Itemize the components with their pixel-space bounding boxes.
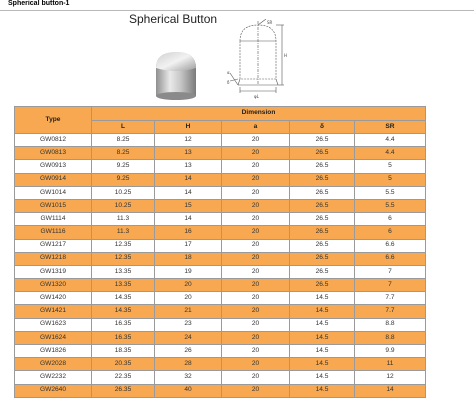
type-cell: GW1217 [15,239,92,252]
table-row [15,345,426,358]
l-cell: 22.35 [92,371,155,384]
h-cell: 12 [155,134,222,147]
table-row [15,134,426,147]
a-cell: 20 [222,371,290,384]
l-cell: 20.35 [92,358,155,371]
l-cell: 26.35 [92,384,155,397]
dimension-header: Dimension [92,107,426,121]
type-cell: GW1623 [15,318,92,331]
a-cell: 20 [222,213,290,226]
table-row [15,239,426,252]
table-row [15,199,426,212]
sr-cell: 8.8 [355,318,426,331]
h-cell: 13 [155,147,222,160]
delta-cell: 26.5 [290,226,355,239]
table-row [15,331,426,344]
a-cell: 20 [222,292,290,305]
l-cell: 16.35 [92,318,155,331]
delta-cell: 26.5 [290,252,355,265]
l-cell: 18.35 [92,345,155,358]
a-cell: 20 [222,134,290,147]
h-cell: 14 [155,173,222,186]
type-cell: GW2028 [15,358,92,371]
a-cell: 20 [222,358,290,371]
table-row [15,384,426,397]
l-cell: 11.3 [92,213,155,226]
type-cell: GW1320 [15,279,92,292]
h-cell: 19 [155,265,222,278]
type-cell: GW1218 [15,252,92,265]
a-cell: 20 [222,226,290,239]
sr-cell: 7.7 [355,305,426,318]
sr-cell: 4.4 [355,147,426,160]
diameter-label: φL [254,94,259,99]
l-cell: 12.35 [92,252,155,265]
a-cell: 20 [222,331,290,344]
table-row [15,371,426,384]
l-cell: 14.35 [92,305,155,318]
type-cell: GW1014 [15,186,92,199]
spherical-button-photo [152,50,200,102]
type-cell: GW2640 [15,384,92,397]
type-cell: GW0913 [15,160,92,173]
sr-cell: 5 [355,173,426,186]
heading-divider [0,10,474,11]
sr-cell: 7 [355,279,426,292]
sr-cell: 6 [355,213,426,226]
table-row [15,318,426,331]
table-row [15,279,426,292]
h-cell: 14 [155,213,222,226]
a-cell: 20 [222,199,290,212]
sr-cell: 5.5 [355,186,426,199]
l-cell: 13.35 [92,279,155,292]
sr-cell: 6.6 [355,252,426,265]
sr-cell: 6.6 [355,239,426,252]
delta-cell: 14.5 [290,292,355,305]
h-cell: 23 [155,318,222,331]
type-cell: GW0812 [15,134,92,147]
column-header-a: a [222,121,290,134]
sr-cell: 11 [355,358,426,371]
table-row [15,358,426,371]
sr-cell: 7.7 [355,292,426,305]
a-cell: 20 [222,160,290,173]
type-cell: GW1116 [15,226,92,239]
h-cell: 18 [155,252,222,265]
table-row [15,213,426,226]
column-header-sr: SR [355,121,426,134]
l-cell: 8.25 [92,134,155,147]
column-header-l: L [92,121,155,134]
l-cell: 16.35 [92,331,155,344]
sr-cell: 6 [355,226,426,239]
sr-cell: 8.8 [355,331,426,344]
delta-cell: 26.5 [290,186,355,199]
h-cell: 15 [155,199,222,212]
delta-cell: 26.5 [290,239,355,252]
table-row [15,226,426,239]
spec-table [14,106,426,398]
type-cell: GW1114 [15,213,92,226]
type-cell: GW0914 [15,173,92,186]
table-row [15,147,426,160]
delta-cell: 14.5 [290,305,355,318]
table-row [15,305,426,318]
delta-cell: 14.5 [290,371,355,384]
alpha-label: α [227,70,230,75]
type-cell: GW1624 [15,331,92,344]
delta-cell: 14.5 [290,345,355,358]
delta-cell: 26.5 [290,134,355,147]
type-cell: GW1319 [15,265,92,278]
delta-cell: 26.5 [290,213,355,226]
h-cell: 20 [155,279,222,292]
table-header-row [15,107,426,121]
h-cell: 32 [155,371,222,384]
a-cell: 20 [222,239,290,252]
delta-cell: 26.5 [290,199,355,212]
sr-cell: 7 [355,265,426,278]
h-cell: 13 [155,160,222,173]
a-cell: 20 [222,147,290,160]
delta-label: δ [227,80,230,85]
type-cell: GW0813 [15,147,92,160]
sr-cell: 5.5 [355,199,426,212]
l-cell: 14.35 [92,292,155,305]
type-cell: GW1015 [15,199,92,212]
l-cell: 11.3 [92,226,155,239]
h-cell: 40 [155,384,222,397]
l-cell: 10.25 [92,186,155,199]
delta-cell: 26.5 [290,279,355,292]
l-cell: 12.35 [92,239,155,252]
delta-cell: 26.5 [290,147,355,160]
page-heading: Spherical button-1 [8,0,70,7]
table-row [15,252,426,265]
a-cell: 20 [222,186,290,199]
delta-cell: 14.5 [290,358,355,371]
h-cell: 17 [155,239,222,252]
a-cell: 20 [222,265,290,278]
type-cell: GW1420 [15,292,92,305]
table-row [15,186,426,199]
type-cell: GW1826 [15,345,92,358]
technical-drawing [226,19,298,99]
table-row [15,173,426,186]
delta-cell: 26.5 [290,160,355,173]
l-cell: 9.25 [92,173,155,186]
h-cell: 26 [155,345,222,358]
table-row [15,265,426,278]
delta-cell: 14.5 [290,384,355,397]
table-body [15,134,426,398]
delta-cell: 26.5 [290,265,355,278]
sr-label: SR [267,20,273,25]
a-cell: 20 [222,252,290,265]
type-cell: GW2232 [15,371,92,384]
h-cell: 21 [155,305,222,318]
sr-cell: 12 [355,371,426,384]
table-row [15,160,426,173]
sr-cell: 5 [355,160,426,173]
l-cell: 8.25 [92,147,155,160]
type-header: Type [15,107,92,134]
l-cell: 10.25 [92,199,155,212]
table-row [15,292,426,305]
a-cell: 20 [222,318,290,331]
delta-cell: 14.5 [290,318,355,331]
delta-cell: 14.5 [290,331,355,344]
product-title: Spherical Button [129,12,218,26]
l-cell: 9.25 [92,160,155,173]
a-cell: 20 [222,173,290,186]
column-header-delta: δ [290,121,355,134]
l-cell: 13.35 [92,265,155,278]
column-header-h: H [155,121,222,134]
h-cell: 16 [155,226,222,239]
h-cell: 24 [155,331,222,344]
type-cell: GW1421 [15,305,92,318]
delta-cell: 26.5 [290,173,355,186]
a-cell: 20 [222,305,290,318]
a-cell: 20 [222,279,290,292]
h-cell: 28 [155,358,222,371]
a-cell: 20 [222,345,290,358]
h-cell: 20 [155,292,222,305]
h-cell: 14 [155,186,222,199]
sr-cell: 4.4 [355,134,426,147]
sr-cell: 14 [355,384,426,397]
sr-cell: 9.9 [355,345,426,358]
a-cell: 20 [222,384,290,397]
h-label: H [284,53,288,58]
